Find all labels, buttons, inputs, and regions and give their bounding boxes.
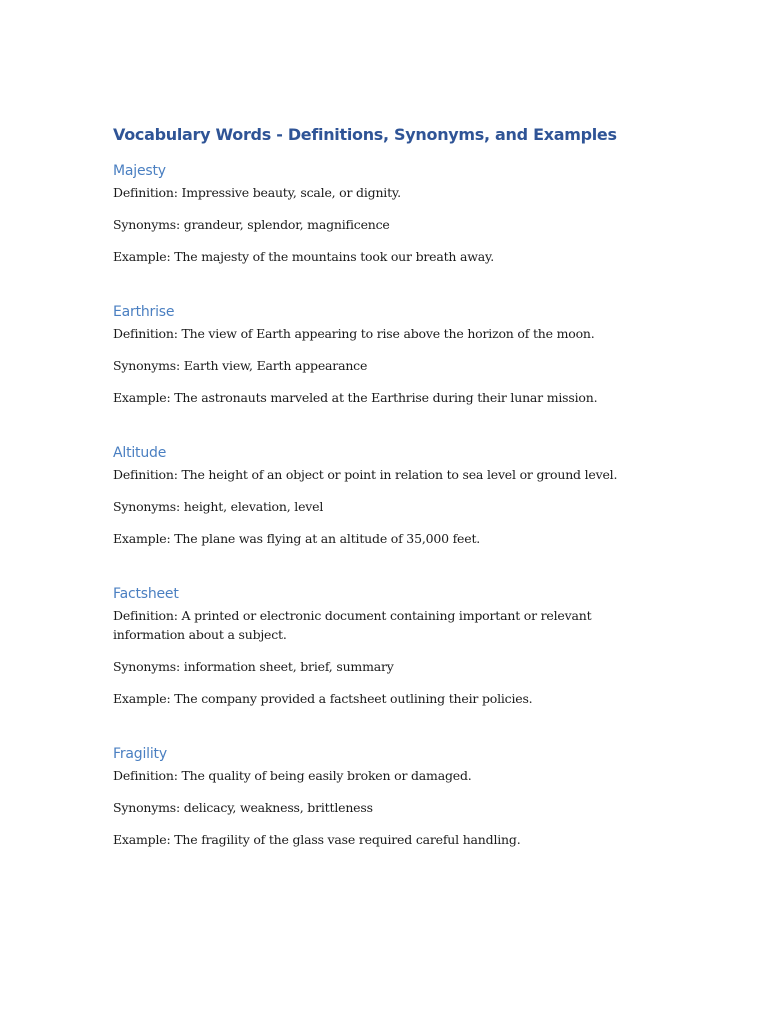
entry-synonyms: Synonyms: Earth view, Earth appearance [113,358,368,373]
entry-word: Altitude [113,445,167,461]
entry-definition: Definition: A printed or electronic document containing important or relevant information about a subject. [113,608,592,642]
entry-definition: Definition: The height of an object or point in relation to sea level or ground level. [113,467,618,482]
entry-word: Factsheet [113,586,179,602]
document-page [113,124,658,885]
entry-word: Majesty [113,163,166,179]
vocab-entry-fragility [113,744,658,849]
vocab-entry-factsheet [113,584,658,708]
entry-example: Example: The astronauts marveled at the Earthrise during their lunar mission. [113,390,598,405]
entry-synonyms: Synonyms: information sheet, brief, summary [113,659,394,674]
vocab-entry-earthrise [113,302,658,407]
entry-synonyms: Synonyms: delicacy, weakness, brittleness [113,800,373,815]
entry-example: Example: The plane was flying at an altitude of 35,000 feet. [113,531,481,546]
document-title: Vocabulary Words - Definitions, Synonyms, and Examples [113,125,617,144]
entry-example: Example: The majesty of the mountains took our breath away. [113,249,495,264]
entry-word: Earthrise [113,304,175,320]
entry-definition: Definition: The view of Earth appearing to rise above the horizon of the moon. [113,326,595,341]
entry-synonyms: Synonyms: height, elevation, level [113,499,324,514]
entry-synonyms: Synonyms: grandeur, splendor, magnificence [113,217,390,232]
entry-definition: Definition: The quality of being easily broken or damaged. [113,768,472,783]
entry-example: Example: The fragility of the glass vase required careful handling. [113,832,521,847]
vocab-entry-altitude [113,443,658,548]
entry-definition: Definition: Impressive beauty, scale, or dignity. [113,185,401,200]
entry-example: Example: The company provided a factsheet outlining their policies. [113,691,533,706]
vocab-entry-majesty [113,161,658,266]
entry-word: Fragility [113,746,167,762]
